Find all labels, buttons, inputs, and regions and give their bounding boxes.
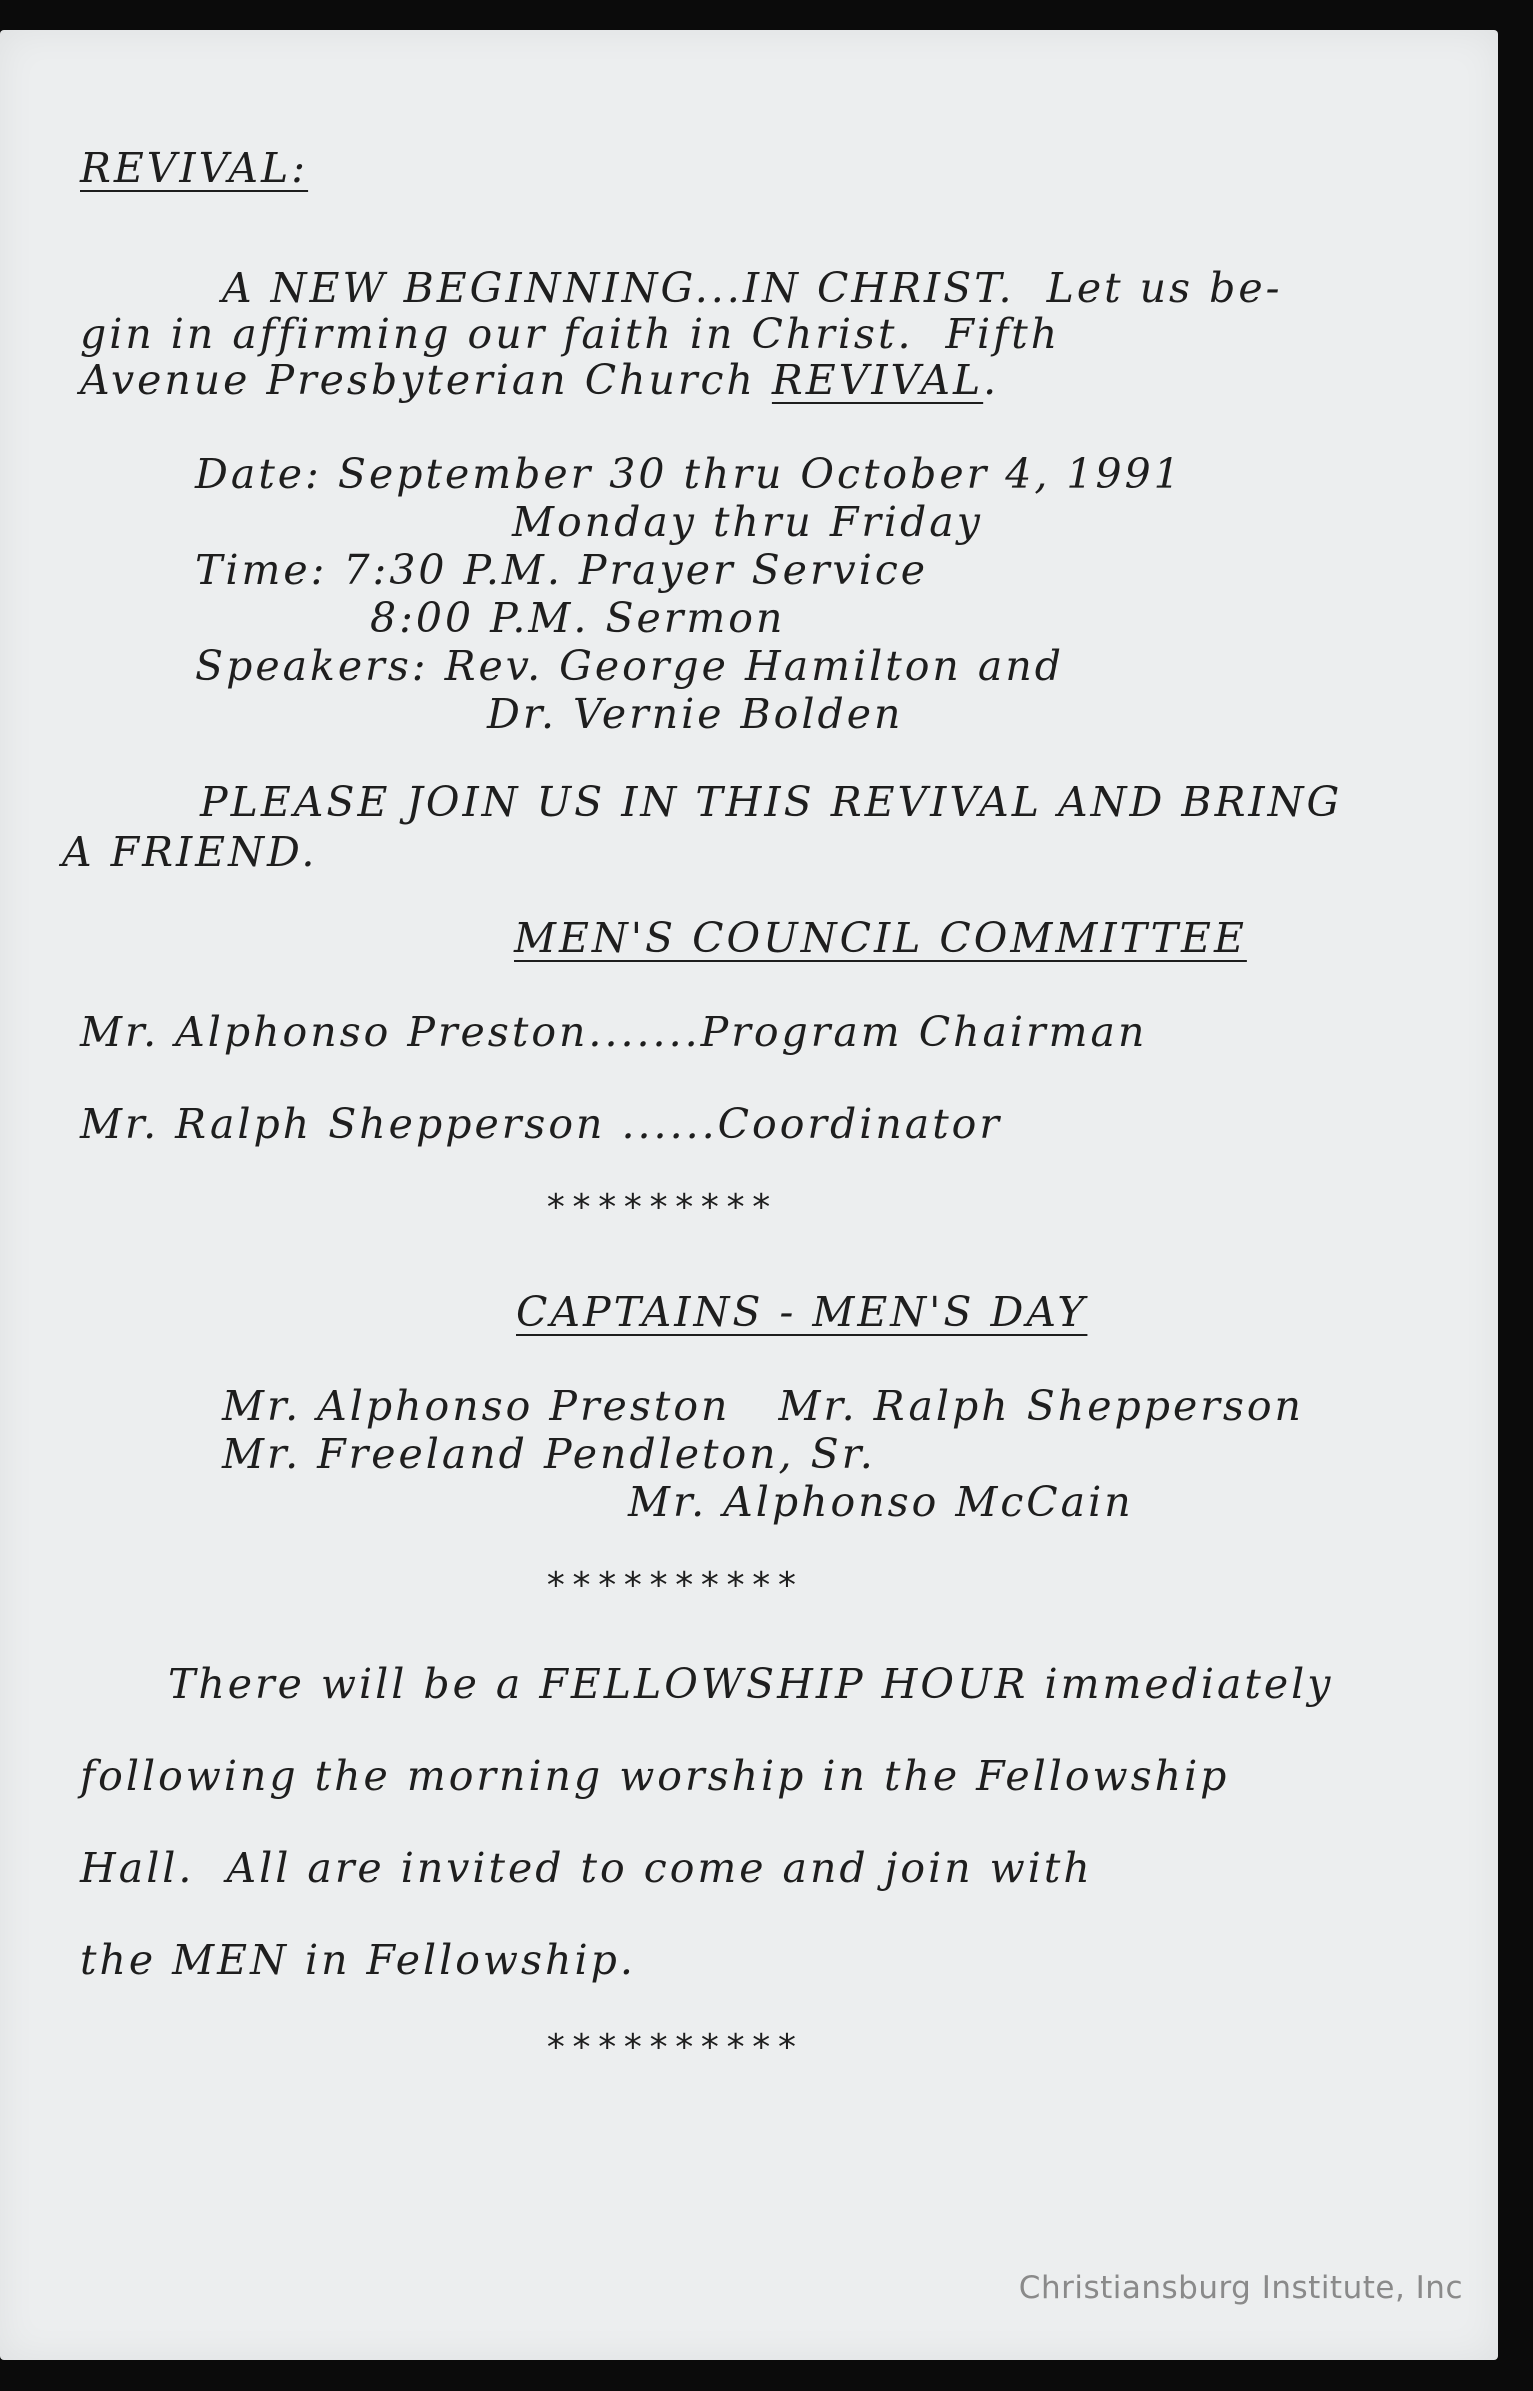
- revival-intro-period: .: [983, 356, 1000, 404]
- revival-intro-text: Avenue Presbyterian Church: [80, 356, 772, 404]
- fellowship-line-4: the MEN in Fellowship.: [80, 1936, 636, 1984]
- revival-invite-line-2: A FRIEND.: [62, 828, 318, 876]
- fellowship-line-3: Hall. All are invited to come and join with: [80, 1844, 1093, 1892]
- fellowship-line-2: following the morning worship in the Fellowship: [80, 1752, 1230, 1800]
- revival-date: Date: September 30 thru October 4, 1991: [195, 450, 1183, 498]
- captains-heading: CAPTAINS - MEN'S DAY: [516, 1288, 1088, 1336]
- revival-days: Monday thru Friday: [512, 498, 983, 546]
- revival-invite-line-1: PLEASE JOIN US IN THIS REVIVAL AND BRING: [200, 778, 1343, 826]
- captains-line-3: Mr. Alphonso McCain: [628, 1478, 1134, 1526]
- fellowship-line-1: There will be a FELLOWSHIP HOUR immediately: [168, 1660, 1334, 1708]
- revival-time-prayer: Time: 7:30 P.M. Prayer Service: [195, 546, 929, 594]
- captains-line-1: Mr. Alphonso Preston Mr. Ralph Shepperson: [222, 1382, 1304, 1430]
- revival-intro-line-2: gin in affirming our faith in Christ. Fifth: [80, 310, 1061, 358]
- revival-speaker-2: Dr. Vernie Bolden: [487, 690, 904, 738]
- mens-council-member-1: Mr. Alphonso Preston.......Program Chairman: [80, 1008, 1148, 1056]
- separator-stars-3: **********: [545, 2027, 802, 2068]
- revival-intro-line-1: A NEW BEGINNING...IN CHRIST. Let us be-: [222, 264, 1283, 312]
- watermark-text: Christiansburg Institute, Inc: [1018, 2270, 1463, 2306]
- captains-line-2: Mr. Freeland Pendleton, Sr.: [222, 1430, 876, 1478]
- separator-stars-2: **********: [545, 1565, 802, 1606]
- revival-underlined-word: REVIVAL: [771, 356, 984, 404]
- revival-intro-line-3: [80, 356, 1000, 404]
- revival-time-sermon: 8:00 P.M. Sermon: [370, 594, 786, 642]
- mens-council-member-2: Mr. Ralph Shepperson ......Coordinator: [80, 1100, 1002, 1148]
- mens-council-heading: MEN'S COUNCIL COMMITTEE: [514, 914, 1247, 962]
- revival-speakers: Speakers: Rev. George Hamilton and: [195, 642, 1064, 690]
- separator-stars-1: *********: [545, 1187, 777, 1228]
- document-page: [0, 30, 1498, 2360]
- revival-heading: REVIVAL:: [80, 144, 309, 192]
